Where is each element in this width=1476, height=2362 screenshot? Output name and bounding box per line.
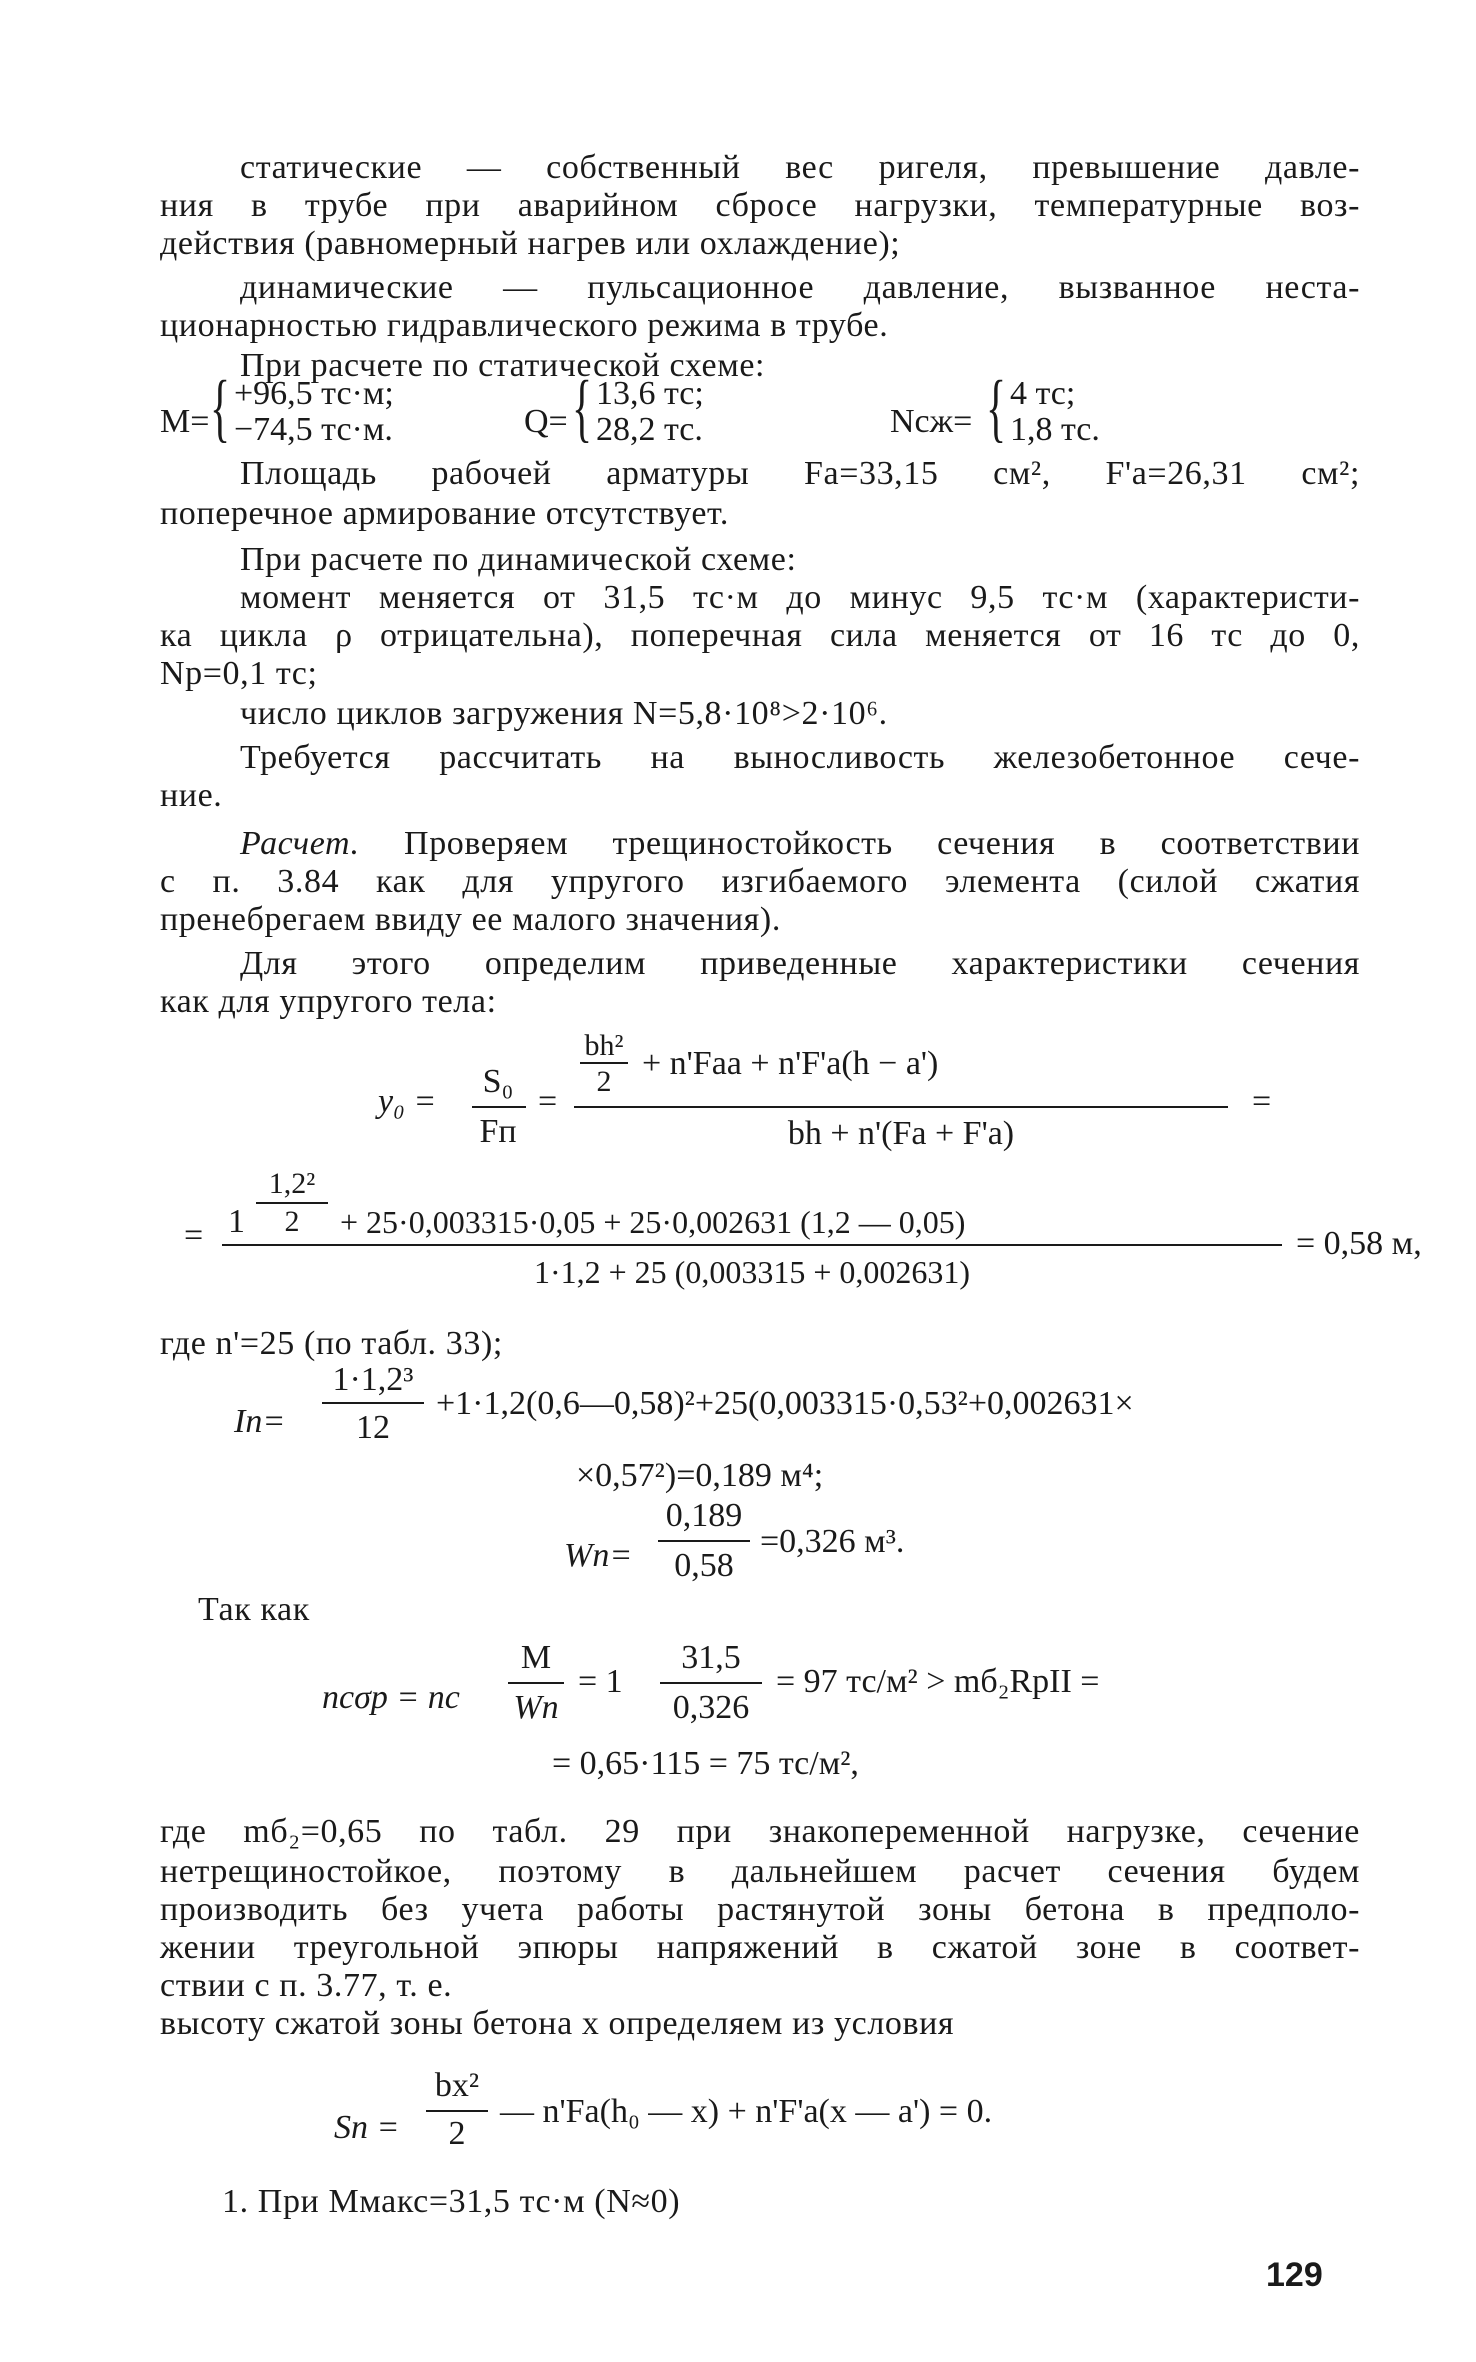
fraction-numerator: bx² (434, 2067, 480, 2104)
text-line: ствии с п. 3.77, т. е. (160, 1967, 453, 2004)
eq-continuation: ×0,57²)=0,189 м⁴; (576, 1457, 824, 1494)
axial-value-top: 4 тс; (1010, 375, 1076, 412)
fraction-denominator: Wп (513, 1689, 559, 1726)
text-line: поперечное армирование отсутствует. (160, 495, 730, 532)
eq-term: = 1 (578, 1663, 623, 1700)
fraction-bar (658, 1540, 750, 1542)
eq-rest: — n'Fa(h₀ — x) + n'F'a(x — a') = 0. (500, 2093, 993, 2130)
text-line: Площадь рабочей арматуры Fa=33,15 см², F'a=26,31 см²; (240, 455, 1360, 492)
moment-value-top: +96,5 тс·м; (234, 375, 394, 412)
fraction-denominator: 0,326 (672, 1689, 750, 1726)
text-line: с п. 3.84 как для упругого изгибаемого элемента (силой сжатия (160, 863, 1360, 900)
text-line: ционарностью гидравлического режима в трубе. (160, 307, 889, 344)
axial-label: Nсж= (890, 403, 973, 440)
eq-rest: = 97 тс/м² > mб₂RрII = (776, 1663, 1100, 1700)
text-line: высоту сжатой зоны бетона x определяем из условия (160, 2005, 955, 2042)
text-line: Требуется рассчитать на выносливость железобетонное сече- (240, 739, 1360, 776)
text-line: где mб₂=0,65 по табл. 29 при знакопеременной нагрузке, сечение (160, 1813, 1360, 1850)
text-line: 1. При Mмакс=31,5 тс·м (N≈0) (222, 2183, 681, 2220)
eq-sign: = (184, 1217, 204, 1254)
brace-symbol: { (572, 366, 593, 450)
eq-sign: = (538, 1083, 558, 1120)
eq-lhs: y₀ = (378, 1083, 437, 1120)
text-line: пренебрегаем ввиду ее малого значения). (160, 901, 781, 938)
fraction-denominator: Fп (479, 1113, 517, 1150)
text-line: ка цикла ρ отрицательна), поперечная сила меняется от 16 тс до 0, (160, 617, 1360, 654)
text-line: где n'=25 (по табл. 33); (160, 1325, 503, 1362)
brace-symbol: { (986, 366, 1007, 450)
fraction-numerator: M (520, 1639, 552, 1676)
text-line: нетрещиностойкое, поэтому в дальнейшем расчет сечения будем (160, 1853, 1360, 1890)
fraction-bar (660, 1682, 762, 1684)
page-number: 129 (1266, 2256, 1323, 2294)
axial-value-bottom: 1,8 тс. (1010, 411, 1100, 448)
eq-lhs: Iп= (234, 1403, 286, 1440)
text-line: производить без учета работы растянутой зоны бетона в предполо- (160, 1891, 1360, 1928)
brace-symbol: { (210, 366, 231, 450)
text-line: жении треугольной эпюры напряжений в сжатой зоне в соответ- (160, 1929, 1360, 1966)
shear-label: Q= (524, 403, 568, 440)
moment-value-bottom: −74,5 тс·м. (234, 411, 393, 448)
text-line: Так как (198, 1591, 310, 1628)
shear-value-bottom: 28,2 тс. (596, 411, 703, 448)
text-line: как для упругого тела: (160, 983, 497, 1020)
text-line: динамические — пульсационное давление, вызванное неста- (240, 269, 1360, 306)
shear-value-top: 13,6 тс; (596, 375, 704, 412)
text-span: Проверяем трещиностойкость сечения в соответствии (359, 825, 1360, 862)
fraction-bar (574, 1106, 1228, 1108)
fraction-denominator: 0,58 (674, 1547, 734, 1584)
text-line (160, 824, 1360, 864)
fraction-bar (222, 1244, 1282, 1246)
fraction-denominator: bh + n'(Fa + F'a) (787, 1115, 1015, 1152)
text-line: Nр=0,1 тс; (160, 655, 318, 692)
eq-lhs: Wп= (564, 1537, 633, 1574)
text-line: Для этого определим приведенные характеристики сечения (240, 945, 1360, 982)
text-line: ние. (160, 777, 223, 814)
fraction-numerator: 1·1,2³ (332, 1361, 414, 1398)
eq-term: 1 (228, 1203, 245, 1240)
fraction-denominator: 2 (284, 1205, 300, 1238)
italic-heading: Расчет. (240, 825, 360, 862)
eq-rest: =0,326 м³. (760, 1523, 905, 1560)
eq-rest: +1·1,2(0,6—0,58)²+25(0,003315·0,53²+0,002631× (436, 1385, 1134, 1422)
fraction-numerator: bh² (584, 1029, 624, 1062)
fraction-numerator: 0,189 (665, 1497, 743, 1534)
fraction-denominator: 2 (596, 1065, 612, 1098)
fraction-bar (322, 1402, 424, 1404)
eq-lhs: Sп = (334, 2109, 400, 2146)
fraction-denominator: 1·1,2 + 25 (0,003315 + 0,002631) (533, 1254, 971, 1290)
text-line: число циклов загружения N=5,8·10⁸>2·10⁶. (240, 695, 888, 732)
eq-lhs: nсσр = nс (322, 1679, 460, 1716)
fraction-numerator: 1,2² (268, 1167, 316, 1200)
fraction-bar (472, 1106, 526, 1108)
text-line: При расчете по динамической схеме: (240, 541, 797, 578)
eq-result: = 0,58 м, (1296, 1225, 1422, 1262)
fraction-bar (426, 2110, 488, 2112)
fraction-bar (508, 1682, 564, 1684)
text-line: действия (равномерный нагрев или охлаждение); (160, 225, 901, 262)
eq-continuation: = 0,65·115 = 75 тс/м², (552, 1745, 859, 1782)
eq-numerator-rest: + 25·0,003315·0,05 + 25·0,002631 (1,2 — 0,05) (340, 1204, 966, 1240)
moment-label: M= (160, 403, 210, 440)
text-line: момент меняется от 31,5 тс·м до минус 9,5 тс·м (характеристи- (240, 579, 1360, 616)
fraction-numerator: 31,5 (681, 1639, 741, 1676)
text-line: При расчете по статической схеме: (240, 347, 766, 384)
eq-numerator-rest: + n'Faa + n'F'a(h − a') (642, 1045, 939, 1082)
text-line: статические — собственный вес ригеля, превышение давле- (240, 149, 1360, 186)
fraction-denominator: 12 (356, 1409, 390, 1446)
eq-sign: = (1252, 1083, 1272, 1120)
text-line: ния в трубе при аварийном сбросе нагрузки, температурные воз- (160, 187, 1360, 224)
fraction-numerator: S₀ (482, 1063, 514, 1100)
fraction-denominator: 2 (448, 2115, 466, 2152)
